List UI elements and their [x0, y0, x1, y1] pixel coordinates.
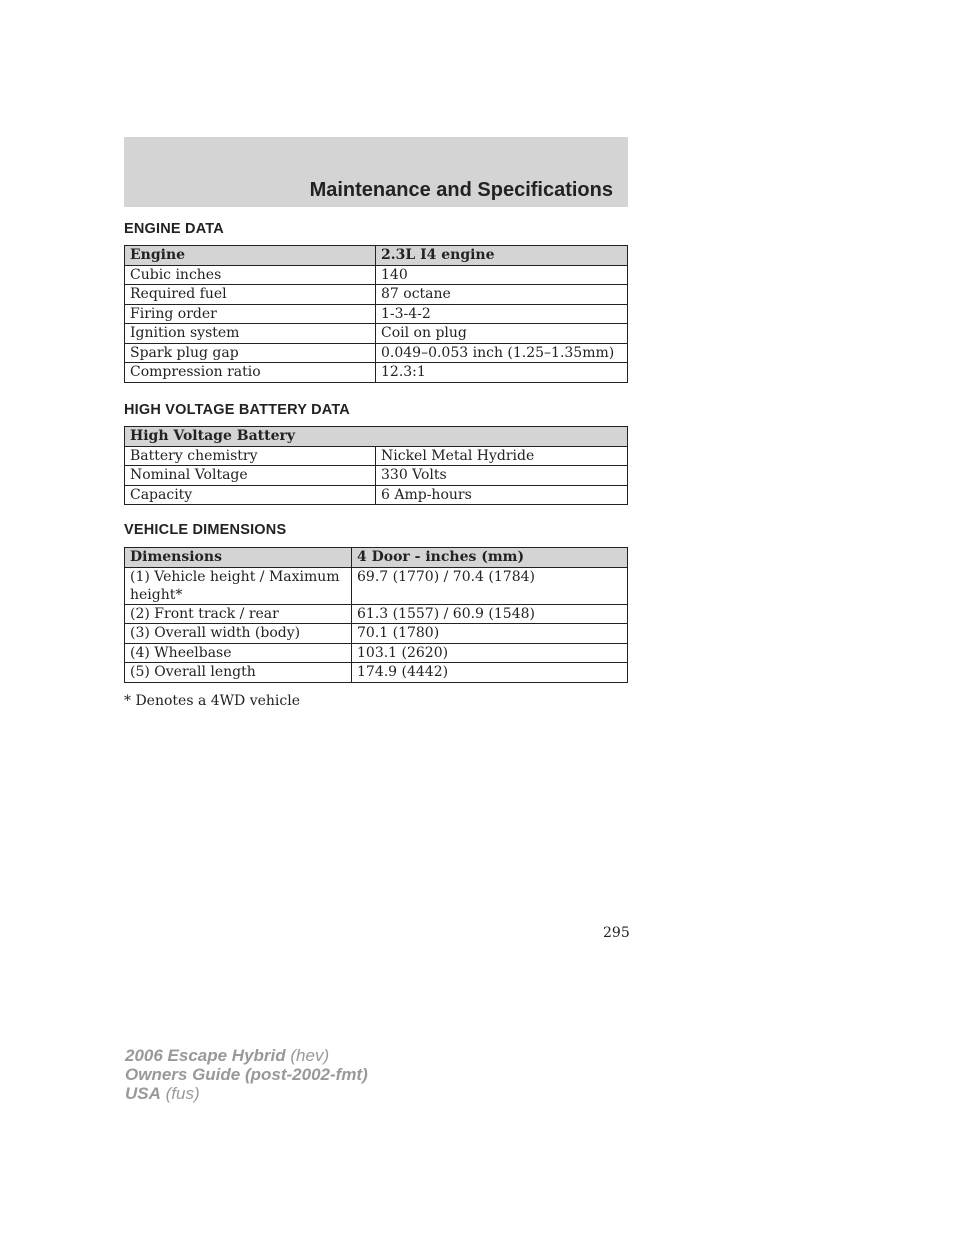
table-row [125, 285, 628, 305]
table-row [125, 304, 628, 324]
table-cell: Battery chemistry [125, 446, 376, 466]
table-header-cell: Dimensions [125, 548, 352, 568]
header-band [124, 137, 628, 207]
table-cell: 69.7 (1770) / 70.4 (1784) [352, 567, 628, 604]
table-cell: (2) Front track / rear [125, 604, 352, 624]
table-row [125, 567, 628, 604]
page-title: Maintenance and Specifications [309, 179, 613, 201]
table-row [125, 485, 628, 505]
engine-data-table [124, 245, 628, 383]
table-cell: 87 octane [376, 285, 628, 305]
table-cell: 61.3 (1557) / 60.9 (1548) [352, 604, 628, 624]
table-row [125, 466, 628, 486]
table-cell: Coil on plug [376, 324, 628, 344]
battery-data-heading: HIGH VOLTAGE BATTERY DATA [124, 402, 350, 418]
table-header-row [125, 548, 628, 568]
table-cell: 6 Amp-hours [376, 485, 628, 505]
table-cell: Firing order [125, 304, 376, 324]
engine-data-heading: ENGINE DATA [124, 221, 224, 237]
table-cell: (4) Wheelbase [125, 643, 352, 663]
table-cell: Required fuel [125, 285, 376, 305]
table-cell: 0.049–0.053 inch (1.25–1.35mm) [376, 343, 628, 363]
table-cell: Ignition system [125, 324, 376, 344]
table-header-cell: Engine [125, 246, 376, 266]
table-row [125, 446, 628, 466]
table-cell: Nominal Voltage [125, 466, 376, 486]
table-cell: Cubic inches [125, 265, 376, 285]
footer-line [125, 1046, 368, 1065]
table-row [125, 363, 628, 383]
footer-model: 2006 Escape Hybrid [125, 1046, 286, 1065]
footer-market-code: (fus) [160, 1084, 200, 1103]
table-cell: (3) Overall width (body) [125, 624, 352, 644]
table-cell: 103.1 (2620) [352, 643, 628, 663]
footnote: * Denotes a 4WD vehicle [124, 693, 301, 709]
table-row [125, 643, 628, 663]
footer-guide: Owners Guide (post-2002-fmt) [125, 1065, 368, 1084]
footer-model-code: (hev) [285, 1046, 330, 1065]
table-cell: Nickel Metal Hydride [376, 446, 628, 466]
table-header-cell: 2.3L I4 engine [376, 246, 628, 266]
page-number: 295 [603, 925, 630, 941]
vehicle-dimensions-heading: VEHICLE DIMENSIONS [124, 522, 287, 538]
table-header-cell: High Voltage Battery [125, 427, 628, 447]
table-row [125, 663, 628, 683]
table-cell: (1) Vehicle height / Maximum height* [125, 567, 352, 604]
table-row [125, 624, 628, 644]
document-footer [125, 1046, 368, 1103]
footer-line [125, 1065, 368, 1084]
table-cell: (5) Overall length [125, 663, 352, 683]
table-cell: Capacity [125, 485, 376, 505]
table-cell: 330 Volts [376, 466, 628, 486]
table-cell: 174.9 (4442) [352, 663, 628, 683]
vehicle-dimensions-table [124, 547, 628, 683]
table-cell: Spark plug gap [125, 343, 376, 363]
table-row [125, 604, 628, 624]
table-cell: Compression ratio [125, 363, 376, 383]
footer-line [125, 1084, 368, 1103]
table-cell: 1-3-4-2 [376, 304, 628, 324]
table-cell: 70.1 (1780) [352, 624, 628, 644]
footer-market: USA [125, 1084, 161, 1103]
table-header-cell: 4 Door - inches (mm) [352, 548, 628, 568]
table-row [125, 343, 628, 363]
table-row [125, 324, 628, 344]
table-cell: 12.3:1 [376, 363, 628, 383]
table-header-row [125, 427, 628, 447]
battery-data-table [124, 426, 628, 505]
table-row [125, 265, 628, 285]
table-cell: 140 [376, 265, 628, 285]
table-header-row [125, 246, 628, 266]
